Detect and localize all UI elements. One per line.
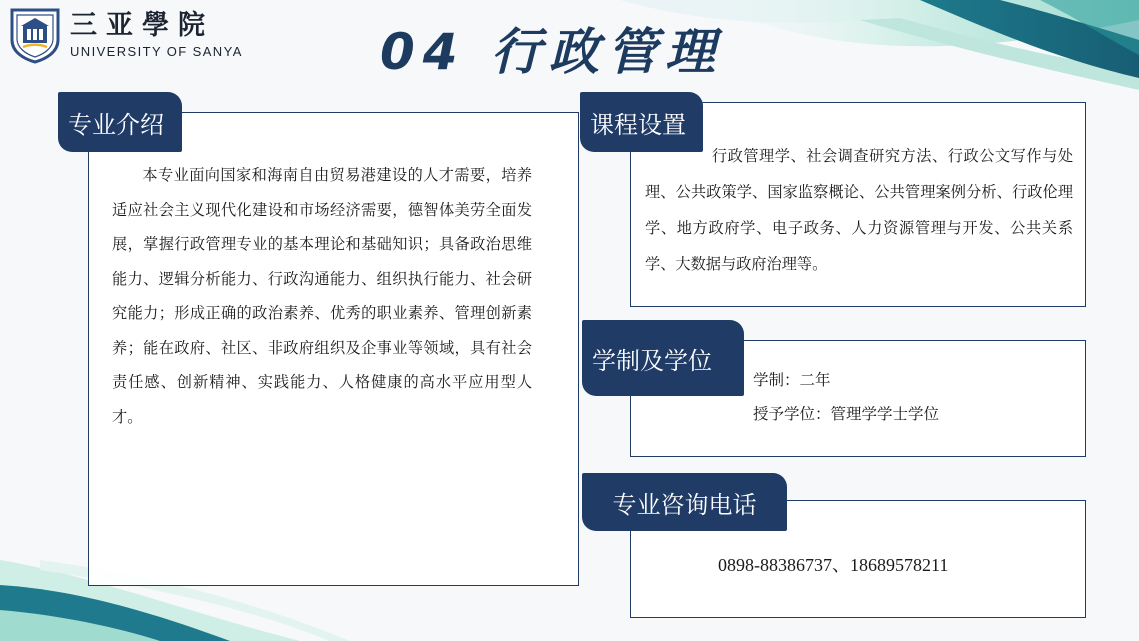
degree-award: 授予学位：管理学学士学位 xyxy=(753,405,940,423)
university-name-en: UNIVERSITY OF SANYA xyxy=(70,44,243,59)
degree-duration: 学制：二年 xyxy=(753,371,831,389)
university-seal-icon xyxy=(8,6,62,64)
university-name-cn: 三亚學院 xyxy=(70,10,214,41)
courses-text: 行政管理学、社会调查研究方法、行政公文写作与处理、公共政策学、国家监察概论、公共管理案例分析、行政伦理学、地方政府学、电子政务、人力资源管理与开发、公共关系学、大数据与政府治理等。 xyxy=(645,147,1073,273)
intro-heading: 专业介绍 xyxy=(58,92,182,152)
courses-heading: 课程设置 xyxy=(580,92,703,152)
university-logo xyxy=(8,6,243,64)
degree-heading: 学制及学位 xyxy=(582,320,744,396)
page-title: 04 行政管理 xyxy=(380,23,723,81)
contact-phones: 0898-88386737、18689578211 xyxy=(718,555,949,575)
contact-heading: 专业咨询电话 xyxy=(582,473,787,531)
intro-text: 本专业面向国家和海南自由贸易港建设的人才需要，培养适应社会主义现代化建设和市场经济需要，德智体美劳全面发展，掌握行政管理专业的基本理论和基础知识；具备政治思维能力、逻辑分析能力、行政沟通能力、组织执行能力、社会研究能力；形成正确的政治素养、优秀的职业素养、管理创新素养；能在政府、社区、非政府组织及企事业等领域，具有社会责任感、创新精神、实践能力、人格健康的高水平应用型人才。 xyxy=(112,166,532,426)
